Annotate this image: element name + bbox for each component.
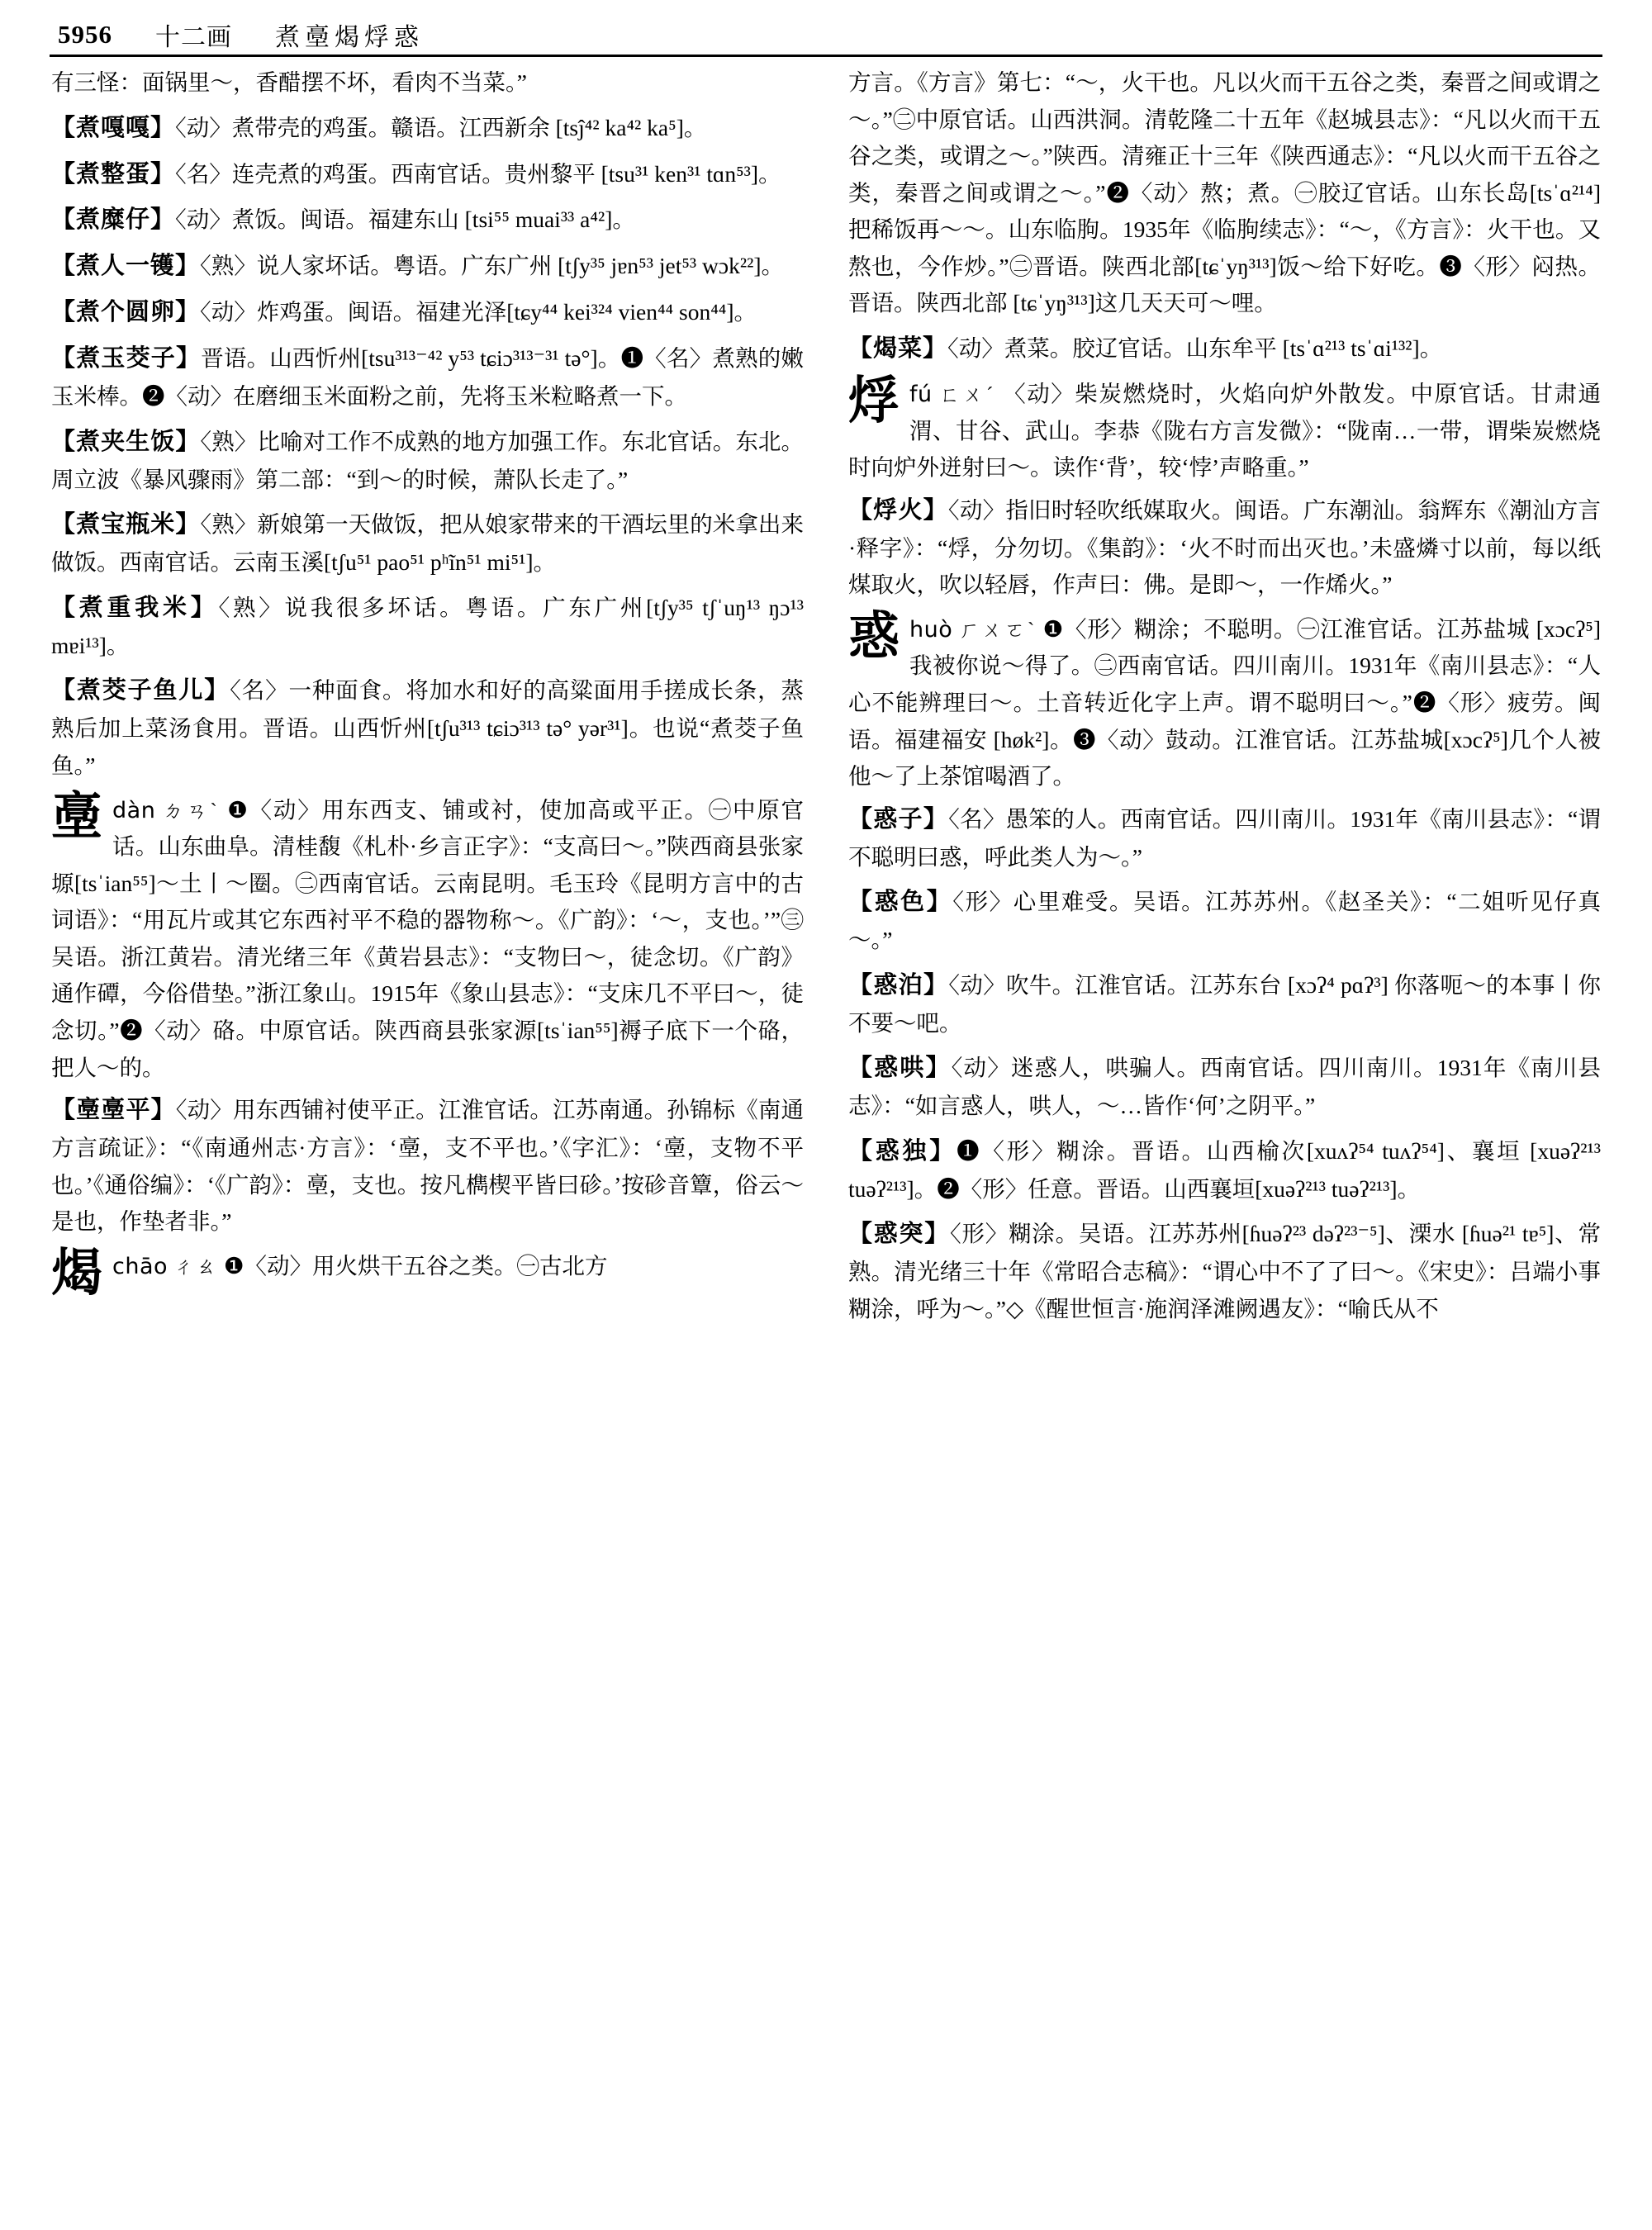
- headword: 【㷎菜】: [848, 334, 948, 362]
- big-character: 烰: [848, 372, 900, 429]
- headword: 【煮糜仔】: [51, 206, 176, 234]
- entry-zhuganga: [51, 109, 804, 148]
- entry-zhurenyihuang: [51, 247, 804, 286]
- entry-huotu: [848, 1215, 1601, 1327]
- entry-chaocai: [848, 330, 1601, 368]
- entry-body: 〈名〉愚笨的人。西南官话。四川南川。1931年《南川县志》：“谓不聪明曰惑，呼此类人为～。”: [848, 805, 1601, 870]
- entry-zhujiashengfan: [51, 423, 804, 499]
- headword: 【煮茭子鱼儿】: [51, 677, 230, 705]
- entry-huozi: [848, 800, 1601, 876]
- entry-body: 〈名〉一种面食。将加水和好的高粱面用手搓成长条，蒸熟后加上菜汤食用。晋语。山西忻州[tʃu³¹³ tɕiɔ³¹³ tə° yər³¹]。也说“煮茭子鱼鱼。”: [51, 677, 804, 778]
- headword: 【惑独】: [848, 1137, 957, 1165]
- big-character: 惑: [848, 608, 900, 665]
- entry-body: 〈动〉煮菜。胶辽官话。山东牟平 [tsˈɑ²¹³ tsˈɑi¹³²]。: [947, 334, 1443, 361]
- bigchar-entry-chao: [51, 1245, 804, 1302]
- entry-huohong: [848, 1049, 1601, 1125]
- zhuyin-reading: ㄈㄨˊ: [939, 383, 996, 406]
- entry-body: 〈熟〉新娘第一天做饭，把从娘家带来的干酒坛里的米拿出来做饭。西南官话。云南玉溪[tʃu⁵¹ pao⁵¹ pʰĩn⁵¹ mi⁵¹]。: [51, 511, 804, 576]
- entry-body: 〈动〉煮带壳的鸡蛋。赣语。江西新余 [tsĵ⁴² ka⁴² ka⁵]。: [175, 114, 707, 140]
- pinyin-reading: dàn: [112, 797, 156, 823]
- entry-body: 晋语。山西忻州[tsu³¹³⁻⁴² y⁵³ tɕiɔ³¹³⁻³¹ tə°]。❶〈名〉煮熟的嫩玉米棒。❷〈动〉在磨细玉米面粉之前，先将玉米粒略煮一下。: [51, 345, 804, 410]
- entry-body: 〈熟〉说我很多坏话。粤语。广东广州[tʃy³⁵ tʃˈuŋ¹³ ŋɔ¹³ mɐi¹³]。: [51, 594, 804, 658]
- continuation-text-right: 方言。《方言》第七：“～，火干也。凡以火而干五谷之类，秦晋之间或谓之～。”㊁中原官话。山西洪洞。清乾隆二十五年《赵城县志》：“凡以火而干五谷之类，或谓之～。”陕西。清雍正十三年《陕西通志》：“凡以火而干五谷之类，秦晋之间或谓之～。”❷〈动〉熬；煮。㊀胶辽官话。山东长岛[tsˈɑ²¹⁴] 把稀饭再～～。山东临朐。1935年《临朐续志》：“～，《方言》：火干也。又熬也，今作炒。”㊁晋语。陕西北部[tɕˈyŋ³¹³]饭～给下好吃。❸〈形〉闷热。晋语。陕西北部 [tɕˈyŋ³¹³]这几天天可～哩。: [848, 69, 1601, 316]
- bigchar-entry-dan: [51, 789, 805, 1087]
- entry-zhugeyuanluan: [51, 293, 804, 332]
- entry-body: 〈动〉迷惑人，哄骗人。西南官话。四川南川。1931年《南川县志》：“如言惑人，哄人，～…皆作‘何’之阴平。”: [848, 1055, 1601, 1119]
- entry-body: 〈熟〉说人家坏话。粤语。广东广州 [tʃy³⁵ jɐn⁵³ jet⁵³ wɔk²²]。: [200, 253, 785, 279]
- stroke-count-label: 十二画: [155, 24, 232, 51]
- headword: 【煮玉茭子】: [51, 345, 202, 372]
- bigchar-entry-huo: [848, 608, 1602, 795]
- headword: 【惑子】: [848, 805, 949, 833]
- entry-huopo: [848, 966, 1601, 1042]
- entry-body: 〈形〉心里难受。吴语。江苏苏州。《赵圣关》：“二姐听见仔真～。”: [848, 889, 1601, 953]
- entry-zhuzhengdan: [51, 155, 804, 194]
- head-characters: 煮㙜㷎烰惑: [275, 24, 424, 51]
- headword: 【煮夹生饭】: [51, 428, 201, 455]
- entry-huose: [848, 883, 1601, 959]
- entry-body: 〈动〉吹牛。江淮官话。江苏东台 [xɔʔ⁴ pɑʔ³] 你落呃～的本事丨你不要～吧。: [848, 971, 1601, 1036]
- entry-body: ❶〈动〉用火烘干五谷之类。㊀古北方: [223, 1252, 608, 1279]
- headword: 【煮人一镬】: [51, 253, 201, 280]
- entry-body: 〈熟〉比喻对工作不成熟的地方加强工作。东北官话。东北。周立波《暴风骤雨》第二部：“到～的时候，萧队长走了。”: [51, 428, 804, 492]
- headword: 【煮整蛋】: [51, 160, 176, 187]
- entry-body: 〈形〉糊涂。吴语。江苏苏州[ɦuəʔ²³ dəʔ²³⁻⁵]、溧水 [ɦuə²¹ tɐ⁵]、常熟。清光绪三十年《常昭合志稿》：“谓心中不了了曰～。《宋史》：吕端小事糊涂，呼为～。”◇《醒世恒言·施润泽滩阙遇友》：“喻氏从不: [848, 1221, 1601, 1321]
- entry-body: 〈动〉柴炭燃烧时，火焰向炉外散发。中原官话。甘肃通渭、甘谷、武山。李恭《陇右方言发微》：“陇南…一带，谓柴炭燃烧时向炉外迸射曰～。读作‘背’，较‘悖’声略重。”: [848, 380, 1602, 481]
- page-folio: 5956: [58, 20, 112, 49]
- zhuyin-reading: ㄉㄢˋ: [162, 799, 221, 823]
- body-columns: [51, 64, 1601, 2222]
- right-column: [848, 64, 1601, 2222]
- entry-zhujiaoziyuer: [51, 671, 804, 784]
- entry-zhubaopingmi: [51, 505, 804, 581]
- entry-zhumizai: [51, 201, 804, 240]
- entry-dandanping: [51, 1091, 804, 1241]
- big-character: 㙜: [51, 789, 103, 846]
- pinyin-reading: huò: [909, 616, 953, 643]
- entry-body: 〈动〉煮饭。闽语。福建东山 [tsi⁵⁵ muai³³ a⁴²]。: [175, 206, 635, 233]
- entry-body: 〈名〉连壳煮的鸡蛋。西南官话。贵州黎平 [tsu³¹ ken³¹ tɑn⁵³]。: [175, 160, 781, 187]
- pinyin-reading: fú: [909, 381, 933, 407]
- headword: 【煮个圆卵】: [51, 299, 201, 326]
- headword: 【㙜㙜平】: [51, 1097, 176, 1124]
- zhuyin-reading: ㄔㄠ: [173, 1255, 218, 1279]
- running-head: [58, 15, 1594, 55]
- left-column: [51, 64, 804, 2222]
- headword: 【煮宝瓶米】: [51, 511, 201, 539]
- header-rule: [50, 55, 1602, 57]
- headword: 【惑色】: [848, 889, 953, 916]
- entry-body: ❶〈形〉糊涂。晋语。山西榆次[xuʌʔ⁵⁴ tuʌʔ⁵⁴]、襄垣 [xuəʔ²¹³ tuəʔ²¹³]。❷〈形〉任意。晋语。山西襄垣[xuəʔ²¹³ tuəʔ²¹³]。: [848, 1137, 1601, 1202]
- zhuyin-reading: ㄏㄨㄛˋ: [958, 619, 1037, 642]
- headword: 【惑突】: [848, 1221, 951, 1248]
- entry-fuhuo: [848, 491, 1601, 604]
- entry-huodu: [848, 1132, 1601, 1208]
- headword: 【煮嘎嘎】: [51, 114, 176, 141]
- entry-body: ❶〈动〉用东西支、铺或衬，使加高或平正。㊀中原官话。山东曲阜。清桂馥《札朴·乡言正字》：“支高曰～。”陕西商县张家塬[tsˈian⁵⁵]～土丨～圈。㊁西南官话。云南昆明。毛玉玲《昆明方言中的古词语》：“用瓦片或其它东西衬平不稳的器物称～。《广韵》：‘～，支也。’”㊂吴语。浙江黄岩。清光绪三年《黄岩县志》：“支物曰～，徒念切。《广韵》通作磹，今俗借垫。”浙江象山。1915年《象山县志》：“支床几不平曰～，徒念切。”❷〈动〉硌。中原官话。陕西商县张家源[tsˈian⁵⁵]褥子底下一个硌，把人～的。: [51, 796, 805, 1080]
- bigchar-entry-fu: [848, 372, 1602, 486]
- continuation-text: 有三怪：面锅里～，香醋摆不坏，看肉不当菜。”: [51, 69, 527, 95]
- entry-body: ❶〈形〉糊涂；不聪明。㊀江淮官话。江苏盐城 [xɔcʔ⁵] 我被你说～得了。㊁西南官话。四川南川。1931年《南川县志》：“人心不能辨理曰～。土音转近化字上声。谓不聪明曰～。”❷〈形〉疲劳。闽语。福建福安 [høk²]。❸〈动〉鼓动。江淮官话。江苏盐城[xɔcʔ⁵]几个人被他～了上茶馆喝酒了。: [848, 615, 1602, 790]
- headword: 【烰火】: [848, 496, 948, 524]
- pinyin-reading: chāo: [112, 1253, 169, 1279]
- entry-body: 〈动〉用东西铺衬使平正。江淮官话。江苏南通。孙锦标《南通方言疏证》：“《南通州志·方言》：‘㙜，支不平也。’《字汇》：‘㙜，支物不平也。’《通俗编》：‘《广韵》：㙜，支也。按凡檇楔平皆曰䂦。’按䂦音簟，俗云～是也，作垫者非。”: [51, 1097, 804, 1235]
- headword: 【惑哄】: [848, 1055, 952, 1082]
- entry-zhuzhongwomi: [51, 589, 804, 665]
- headword: 【煮重我米】: [51, 594, 219, 621]
- headword: 【惑泊】: [848, 971, 949, 999]
- big-character: 㷎: [51, 1245, 103, 1302]
- entry-zhuyujiaozi: [51, 339, 804, 415]
- entry-body: 〈动〉指旧时轻吹纸媒取火。闽语。广东潮汕。翁辉东《潮汕方言·释字》：“烰，分勿切。《集韵》：‘火不时而出灭也。’未盛燐寸以前，每以纸煤取火，吹以轻唇，作声曰：佛。是即～，一作烯火。”: [848, 496, 1601, 598]
- entry-body: 〈动〉炸鸡蛋。闽语。福建光泽[tɕy⁴⁴ kei³²⁴ vien⁴⁴ son⁴⁴]。: [200, 299, 757, 325]
